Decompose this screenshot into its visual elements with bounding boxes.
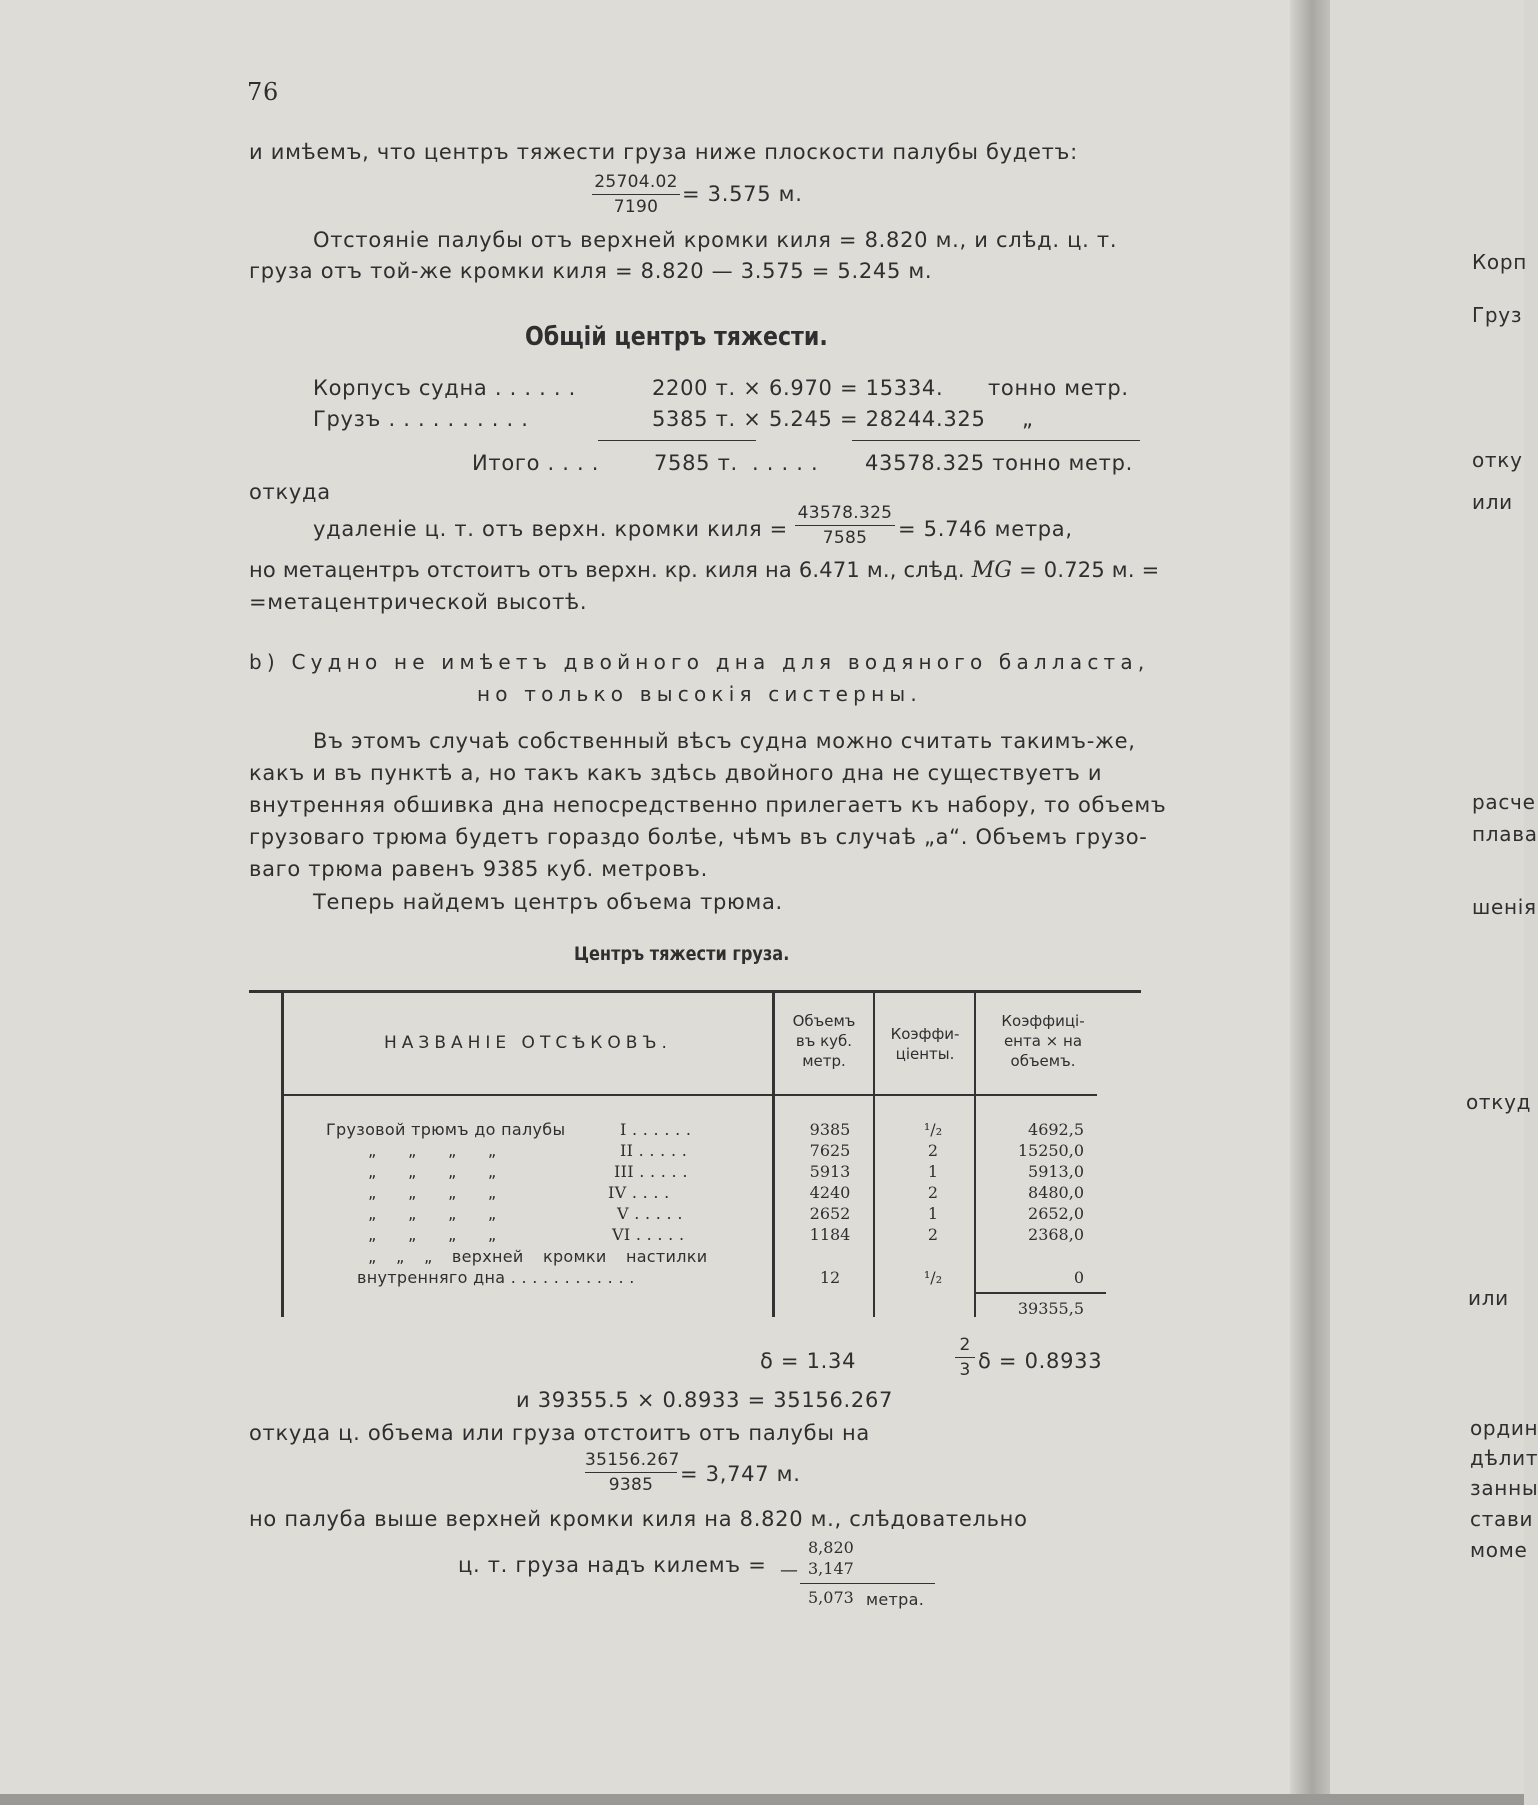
final-minus-sign: — — [780, 1560, 799, 1581]
row-coeff: 1 — [927, 1204, 939, 1223]
fraction-volume-result: = 3,747 м. — [680, 1462, 801, 1486]
row-product: 0 — [1073, 1268, 1084, 1287]
sum-rule — [976, 1292, 1106, 1294]
row-coeff: ¹/₂ — [923, 1268, 943, 1287]
paragraph-case-b-5: ваго трюма равенъ 9385 куб. метровъ. — [249, 857, 708, 881]
fraction-numerator: 25704.02 — [594, 172, 678, 192]
final-minuend: 8,820 — [808, 1538, 854, 1557]
fraction-result: = 3.575 м. — [682, 182, 803, 206]
row-volume: 12 — [819, 1268, 841, 1287]
final-label — [458, 1553, 767, 1577]
row-volume: 9385 — [809, 1120, 851, 1139]
paragraph-deck-distance-1: Отстояніе палубы отъ верхней кромки киля = 8.820 м., и слѣд. ц. т. — [313, 228, 1118, 252]
header-volume-line: Объемъ — [792, 1012, 856, 1030]
two-thirds-delta: δ = 0.8933 — [978, 1349, 1103, 1373]
right-page-word: дѣлит — [1470, 1446, 1538, 1470]
row-product: 15250,0 — [1017, 1141, 1084, 1160]
fraction-volume-center — [585, 1450, 680, 1495]
fraction-cargo-center — [592, 172, 680, 217]
right-page-word: плава — [1472, 822, 1538, 846]
final-label-text: ц. т. груза надъ килемъ = — [458, 1553, 767, 1577]
calc-hull-unit: тонно метр. — [988, 376, 1129, 400]
row-volume: 5913 — [809, 1162, 851, 1181]
header-coeff-line: ціенты. — [895, 1045, 955, 1063]
right-page-word: расче — [1472, 790, 1536, 814]
scan-bottom-edge — [0, 1794, 1524, 1805]
header-product-line: Коэффиці- — [1001, 1012, 1085, 1030]
row-product: 2368,0 — [1028, 1225, 1084, 1244]
header-product-line: ента × на — [1003, 1032, 1083, 1050]
header-name: НАЗВАНІЕ ОТСѢКОВЪ. — [384, 1033, 672, 1053]
metacentre-line-1 — [249, 558, 1159, 583]
book-gutter — [1290, 0, 1330, 1805]
calc-cargo-value: 5385 т. × 5.245 = 28244.325 — [652, 407, 986, 431]
calc-divider-tons — [598, 440, 756, 441]
row-product: 4692,5 — [1028, 1120, 1084, 1139]
right-page-fragment — [1330, 0, 1538, 1805]
row-volume: 4240 — [809, 1183, 851, 1202]
right-page-word: моме — [1470, 1538, 1528, 1562]
fraction-denominator: 7190 — [613, 197, 659, 217]
header-coeff — [876, 1024, 974, 1064]
row-coeff: 1 — [927, 1162, 939, 1181]
row-name: „ „ „ „ — [368, 1141, 497, 1160]
row-roman: I . . . . . . — [620, 1120, 692, 1139]
row-coeff: 2 — [927, 1225, 939, 1244]
word-otkuda: откуда — [249, 480, 331, 504]
right-page-word: ордин — [1470, 1416, 1538, 1440]
right-page-word: шенія — [1472, 895, 1537, 919]
header-volume — [775, 1011, 873, 1071]
row-coeff: ¹/₂ — [923, 1120, 943, 1139]
row-name: „ „ „ верхней кромки настилки — [368, 1247, 708, 1266]
fraction-removal — [795, 503, 895, 548]
calc-total-value: 43578.325 тонно метр. — [865, 451, 1134, 475]
row-roman: V . . . . . — [617, 1204, 683, 1223]
header-volume-line: метр. — [802, 1052, 846, 1070]
paragraph-deck-distance-2: груза отъ той-же кромки киля = 8.820 — 3.575 = 5.245 м. — [249, 259, 933, 283]
metacentre-text: но метацентръ отстоитъ отъ верхн. кр. киля на 6.471 м., слѣд. — [249, 558, 965, 582]
final-rule — [800, 1583, 935, 1584]
case-b-heading-2: но только высокія систерны. — [477, 682, 922, 706]
deck-line: но палуба выше верхней кромки киля на 8.820 м., слѣдовательно — [249, 1507, 1028, 1531]
fraction-numerator: 43578.325 — [797, 503, 893, 523]
fraction-two-thirds — [955, 1335, 975, 1380]
row-name: „ „ „ „ — [368, 1204, 497, 1223]
row-name: Грузовой трюмъ до палубы — [326, 1120, 566, 1139]
row-product: 5913,0 — [1028, 1162, 1084, 1181]
final-result: 5,073 — [808, 1588, 854, 1607]
removal-label: удаленіе ц. т. отъ верхн. кромки киля = — [313, 517, 788, 541]
metacentre-symbol: MG — [971, 558, 1013, 583]
final-subtrahend: 3,147 — [808, 1559, 854, 1578]
paragraph-case-b-1: Въ этомъ случаѣ собственный вѣсъ судна можно считать такимъ-же, — [313, 729, 1136, 753]
right-page-word: Корп — [1472, 250, 1528, 274]
paragraph-case-b-4: грузоваго трюма будетъ гораздо болѣе, чѣмъ въ случаѣ „a“. Объемъ грузо- — [249, 825, 1148, 849]
calc-total-dots: . . . . . — [752, 451, 819, 475]
paragraph-case-b-2: какъ и въ пунктѣ a, но такъ какъ здѣсь двойного дна не существуетъ и — [249, 761, 1103, 785]
section-heading-common-center: Общій центръ тяжести. — [525, 322, 828, 352]
fraction-denominator: 7585 — [822, 528, 868, 548]
paragraph-find-center: Теперь найдемъ центръ объема трюма. — [313, 890, 783, 914]
row-volume: 1184 — [809, 1225, 851, 1244]
row-roman: IV . . . . — [608, 1183, 670, 1202]
fraction-denominator: 3 — [959, 1360, 971, 1380]
calc-divider-value — [852, 440, 1140, 441]
calc-total-label: Итого . . . . — [472, 451, 600, 475]
calc-cargo-label: Грузъ . . . . . . . . . . — [313, 407, 529, 431]
fraction-denominator: 9385 — [608, 1475, 654, 1495]
row-roman: III . . . . . — [614, 1162, 688, 1181]
right-page-word: стави — [1470, 1507, 1534, 1531]
fraction-numerator: 2 — [959, 1335, 971, 1355]
table-sum: 39355,5 — [1017, 1299, 1084, 1318]
header-volume-line: въ куб. — [795, 1032, 853, 1050]
row-volume: 2652 — [809, 1204, 851, 1223]
paragraph-intro: и имѣемъ, что центръ тяжести груза ниже плоскости палубы будетъ: — [249, 140, 1078, 164]
delta-value: δ = 1.34 — [760, 1349, 857, 1373]
right-page-word: Груз — [1472, 303, 1523, 327]
removal-result: = 5.746 метра, — [898, 517, 1073, 541]
row-coeff: 2 — [927, 1141, 939, 1160]
paragraph-case-b-3: внутренняя обшивка дна непосредственно прилегаетъ къ набору, то объемъ — [249, 793, 1167, 817]
right-page-word: или — [1468, 1286, 1509, 1310]
fraction-numerator: 35156.267 — [585, 1450, 680, 1470]
row-product: 2652,0 — [1028, 1204, 1084, 1223]
calc-total-tons: 7585 т. — [654, 451, 738, 475]
table-col-divider-2 — [873, 993, 875, 1317]
calc-hull-label: Корпусъ судна . . . . . . — [313, 376, 576, 400]
row-name-continued: внутренняго дна . . . . . . . . . . . . — [357, 1268, 635, 1287]
header-coeff-line: Коэффи- — [890, 1025, 960, 1043]
right-page-word: или — [1472, 490, 1513, 514]
right-page-word: отку — [1472, 448, 1523, 472]
table-header-rule — [283, 1094, 1097, 1096]
row-product: 8480,0 — [1028, 1183, 1084, 1202]
right-page-word: занны — [1470, 1476, 1538, 1500]
metacentre-value: = 0.725 м. = — [1019, 558, 1160, 582]
case-b-heading-1: b) Судно не имѣетъ двойного дна для водяного балласта, — [249, 650, 1150, 674]
row-name: „ „ „ „ — [368, 1183, 497, 1202]
header-product-line: объемъ. — [1010, 1052, 1076, 1070]
row-name: „ „ „ „ — [368, 1225, 497, 1244]
row-volume: 7625 — [809, 1141, 851, 1160]
row-coeff: 2 — [927, 1183, 939, 1202]
metacentre-line-2: =метацентрической высотѣ. — [249, 590, 588, 614]
page-number: 76 — [247, 78, 279, 106]
table-title: Центръ тяжести груза. — [574, 943, 790, 965]
row-name: „ „ „ „ — [368, 1162, 497, 1181]
row-roman: II . . . . . — [620, 1141, 688, 1160]
row-roman: VI . . . . . — [612, 1225, 685, 1244]
product-line: и 39355.5 × 0.8933 = 35156.267 — [516, 1388, 894, 1412]
calc-cargo-unit: „ — [1022, 407, 1034, 431]
otkuda-line: откуда ц. объема или груза отстоитъ отъ палубы на — [249, 1421, 870, 1445]
calc-hull-value: 2200 т. × 6.970 = 15334. — [652, 376, 944, 400]
header-product — [976, 1011, 1110, 1071]
right-page-word: откуд — [1466, 1090, 1532, 1114]
final-unit: метра. — [866, 1590, 925, 1609]
table-top-rule — [249, 990, 1141, 993]
